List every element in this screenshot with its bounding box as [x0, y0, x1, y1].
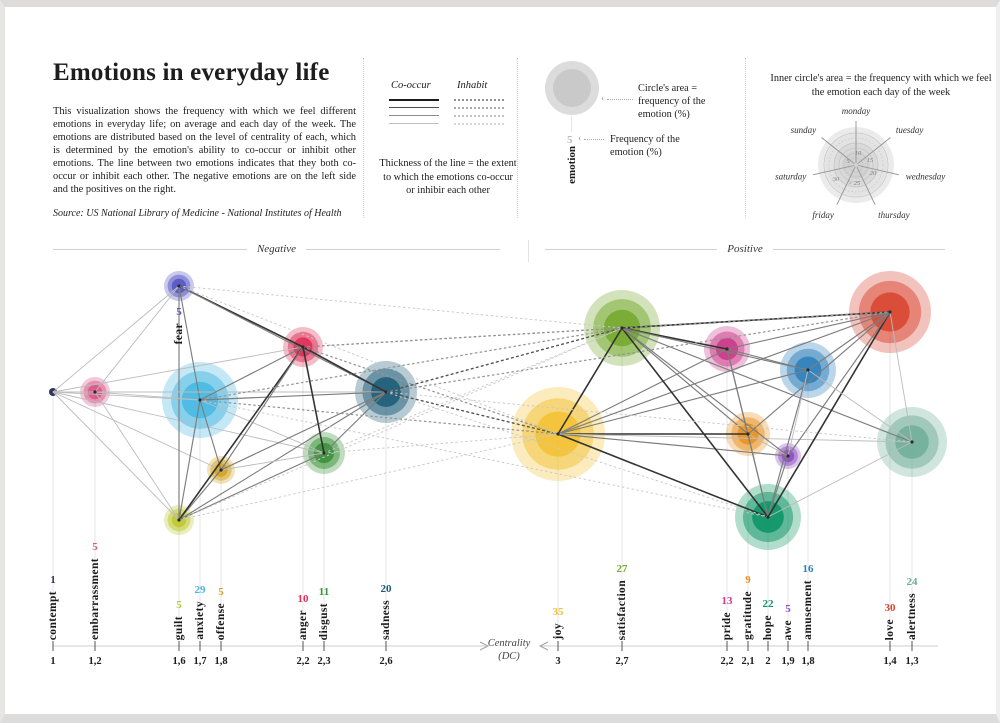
- wheel-day-label-saturday: saturday: [775, 171, 807, 182]
- wheel-caption: Inner circle's area = the frequency with which we feel the emotion each day of the week: [770, 73, 992, 98]
- node-center-pride: [725, 347, 728, 350]
- node-center-alertness: [910, 440, 913, 443]
- frequency-value-gratitude: 9: [745, 574, 751, 587]
- axis-tick-value: 1,6: [172, 656, 186, 667]
- frequency-value-hope: 22: [762, 597, 774, 610]
- axis-caption-line1: Centrality: [487, 638, 531, 649]
- frequency-value-amusement: 16: [802, 563, 814, 576]
- axis-tick-value: 2,2: [720, 656, 734, 667]
- positive-section-label: Positive: [727, 243, 763, 255]
- axis-tick-value: 1,8: [214, 656, 228, 667]
- axis-tick-value: 1: [50, 656, 56, 667]
- emotion-label-contempt: contempt: [47, 590, 59, 640]
- axis-tick-value: 2,7: [615, 656, 629, 667]
- axis-tick-value: 1,2: [88, 656, 102, 667]
- emotion-label-sadness: sadness: [380, 600, 392, 640]
- edge-contempt-guilt: [53, 392, 179, 520]
- node-center-amusement: [806, 368, 809, 371]
- node-center-sadness: [384, 390, 387, 393]
- axis-caption-line2: (DC): [498, 650, 520, 662]
- frequency-value-disgust: 11: [318, 585, 330, 598]
- node-center-anxiety: [198, 398, 201, 401]
- edge-sadness-satisfaction: [386, 328, 622, 392]
- emotion-column-fear: [144, 306, 214, 344]
- centrality-axis-caption: [478, 638, 540, 663]
- dotted-arrow-icon: ‹: [601, 93, 605, 104]
- wheel-day-label-thursday: thursday: [878, 209, 910, 220]
- emotion-label-guilt: guilt: [173, 615, 185, 640]
- emotion-column-joy: [523, 503, 593, 640]
- frequency-value-satisfaction: 27: [616, 562, 628, 575]
- emotion-label-anxiety: anxiety: [194, 601, 206, 640]
- edge-anger-satisfaction: [303, 328, 622, 347]
- emotion-label-amusement: amusement: [802, 580, 814, 640]
- edge-gratitude-love: [748, 312, 890, 434]
- node-center-embarrassment: [93, 390, 96, 393]
- dotted-arrow-icon: ‹: [578, 133, 582, 144]
- frequency-note: Frequency of the emotion (%): [610, 134, 680, 158]
- wheel-ring-value: 20: [869, 170, 877, 177]
- emotion-column-satisfaction: [587, 503, 657, 640]
- frequency-value-offense: 5: [218, 585, 224, 598]
- emotion-axis-example-label: emotion: [566, 146, 578, 184]
- frequency-example-value: 5: [567, 134, 573, 146]
- emotion-column-amusement: [773, 503, 843, 640]
- axis-tick-value: 2,3: [317, 656, 331, 667]
- emotion-label-disgust: disgust: [318, 602, 330, 640]
- axis-tick-value: 1,3: [905, 656, 919, 667]
- axis-tick-value: 2,6: [379, 656, 393, 667]
- emotion-label-awe: awe: [782, 619, 794, 640]
- co-occur-legend-label: Co-occur: [391, 80, 431, 91]
- emotion-label-hope: hope: [762, 614, 774, 640]
- frequency-value-guilt: 5: [176, 598, 182, 611]
- node-center-disgust: [322, 451, 325, 454]
- line-thickness-caption: Thickness of the line = the extent to which the emotions co-occur or inhibir each other: [379, 158, 517, 197]
- wheel-ring-value: 30: [832, 176, 840, 183]
- axis-tick-value: 1,4: [883, 656, 897, 667]
- source-note: Source: US National Library of Medicine - National Institutes of Health: [53, 208, 342, 219]
- page-title: Emotions in everyday life: [53, 58, 330, 86]
- axis-tick-value: 1,9: [781, 656, 795, 667]
- frequency-value-alertness: 24: [906, 575, 918, 588]
- emotion-column-sadness: [351, 503, 421, 640]
- frequency-value-fear: 5: [176, 306, 182, 318]
- wheel-ring-value: 10: [854, 150, 862, 157]
- emotion-label-love: love: [884, 618, 896, 640]
- emotion-label-fear: fear: [173, 323, 185, 345]
- frequency-value-anxiety: 29: [194, 584, 206, 597]
- node-center-fear: [177, 284, 180, 287]
- emotion-label-alertness: alertness: [906, 592, 918, 640]
- wheel-day-label-friday: friday: [812, 209, 834, 220]
- node-center-offense: [219, 468, 222, 471]
- node-center-awe: [786, 454, 789, 457]
- emotion-label-embarrassment: embarrassment: [89, 558, 101, 640]
- frequency-value-love: 30: [884, 601, 896, 614]
- axis-tick-value: 1,7: [193, 656, 207, 667]
- wheel-ring-value: > 25: [847, 180, 861, 187]
- inhibit-legend-label: Inhabit: [457, 80, 488, 91]
- node-center-satisfaction: [620, 326, 623, 329]
- frequency-value-joy: 35: [552, 606, 564, 619]
- node-center-anger: [301, 345, 304, 348]
- wheel-day-label-monday: monday: [841, 106, 871, 116]
- frequency-value-sadness: 20: [380, 583, 392, 596]
- edge-anxiety-hope: [200, 400, 768, 517]
- node-center-joy: [556, 432, 559, 435]
- axis-tick-value: 2: [765, 656, 771, 667]
- emotion-column-embarrassment: [60, 503, 130, 640]
- wheel-day-label-sunday: sunday: [790, 125, 817, 136]
- axis-tick-value: 2,2: [296, 656, 310, 667]
- frequency-value-embarrassment: 5: [92, 541, 98, 554]
- emotion-label-gratitude: gratitude: [742, 591, 754, 640]
- node-center-love: [888, 310, 891, 313]
- axis-tick-value: 1,8: [801, 656, 815, 667]
- wheel-ring-value: 5: [846, 158, 850, 165]
- negative-section-label: Negative: [256, 243, 297, 255]
- emotion-column-alertness: [877, 503, 947, 640]
- emotion-label-joy: joy: [552, 623, 564, 640]
- frequency-value-contempt: 1: [50, 573, 56, 586]
- circle-area-note: Circle's area = frequency of the emotion (%): [638, 83, 706, 120]
- edge-fear-satisfaction: [179, 286, 622, 328]
- wheel-ring-value: 15: [866, 157, 874, 164]
- emotion-label-offense: offense: [215, 602, 227, 640]
- axis-tick-value: 3: [555, 656, 561, 667]
- emotion-label-satisfaction: satisfaction: [616, 579, 628, 640]
- frequency-value-pride: 13: [721, 594, 733, 607]
- wheel-day-label-wednesday: wednesday: [905, 171, 946, 182]
- emotion-label-anger: anger: [297, 609, 309, 640]
- emotion-column-disgust: [289, 503, 359, 640]
- frequency-value-awe: 5: [785, 602, 791, 615]
- description-text: This visualization shows the frequency with which we feel different emotions in everyday life; on average and each day of the week. The emotions are distributed based on the level of centrality of each, which is determined by the emotion's ability to co-occur or inhibit other emotions. The line between two emotions indicates that they both co-occur or inhibit each other. The negative emotions are on the left side and the positives on the right.: [53, 106, 356, 196]
- emotion-column-offense: [186, 503, 256, 640]
- frequency-value-anger: 10: [297, 592, 309, 605]
- wheel-day-label-tuesday: tuesday: [895, 125, 924, 136]
- axis-tick-value: 2,1: [741, 656, 755, 667]
- emotion-label-pride: pride: [721, 611, 733, 640]
- node-center-gratitude: [746, 432, 749, 435]
